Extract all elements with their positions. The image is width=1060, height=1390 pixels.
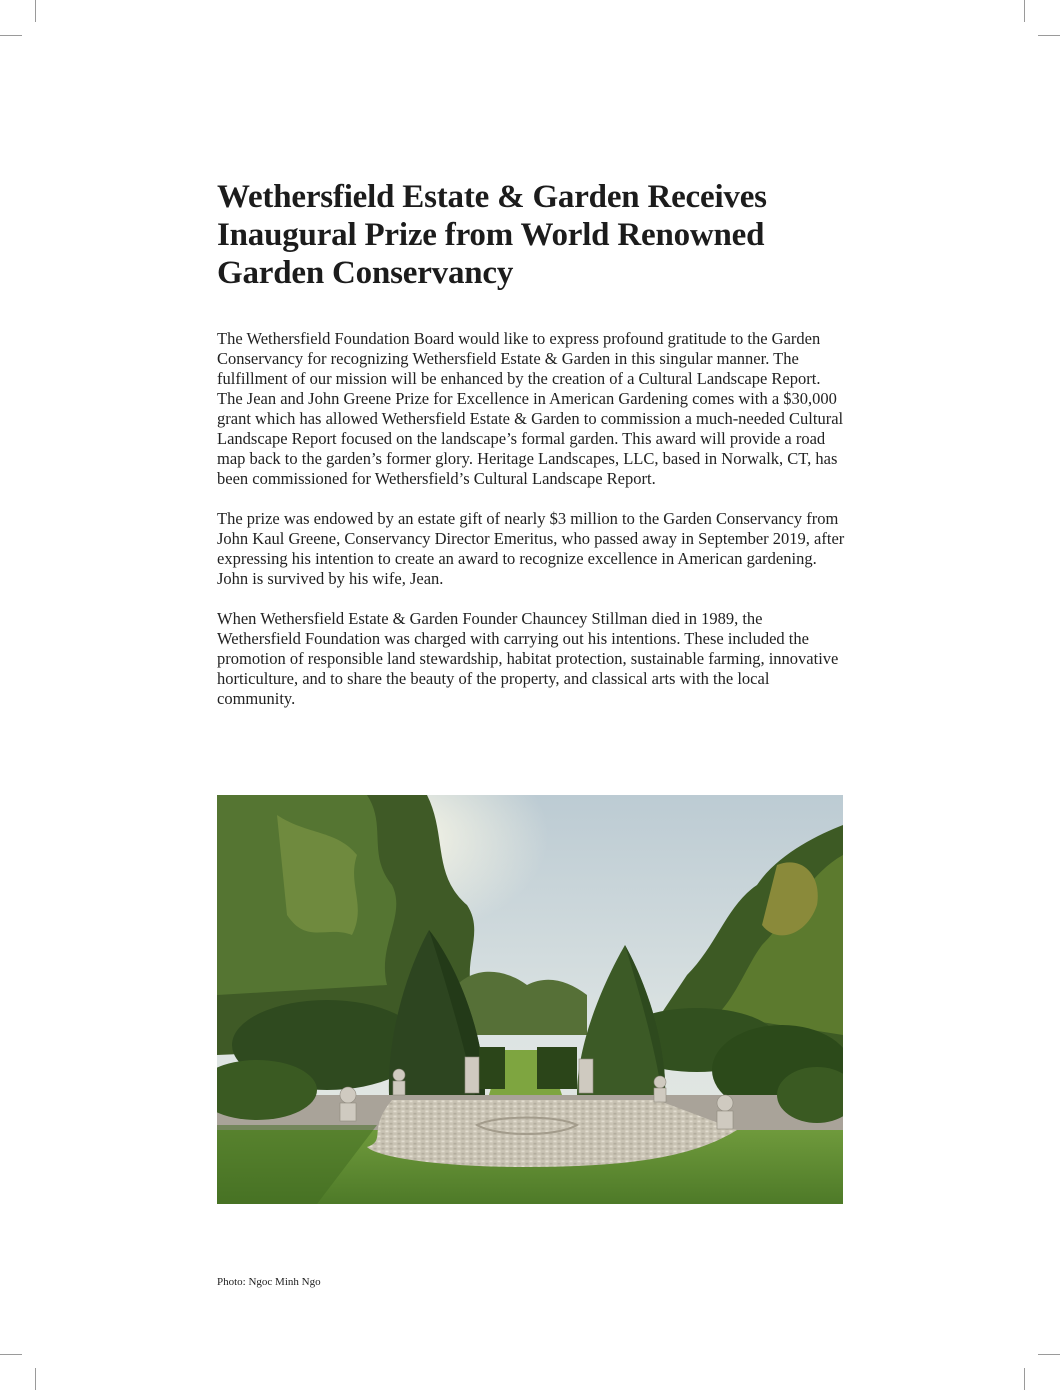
crop-mark [1038, 1354, 1060, 1355]
article-title: Wethersfield Estate & Garden Receives Inaugural Prize from World Renowned Garden Conservancy [217, 179, 767, 291]
crop-mark [35, 0, 36, 22]
crop-mark [1038, 35, 1060, 36]
paragraph: The Wethersfield Foundation Board would like to express profound gratitude to the Garden Conservancy for recognizing Wethersfield Estate & Garden in this singular manner. The fulfillment of our mission will be enhanced by the creation of a Cultural Landscape Report. The Jean and John Greene Prize for Excellence in American Gardening comes with a $30,000 grant which has allowed Wethersfield Estate & Garden to commission a much-needed Cultural Landscape Report focused on the landscape’s formal garden. This award will provide a road map back to the garden’s former glory. Heritage Landscapes, LLC, based in Norwalk, CT, has been commissioned for Wethersfield’s Cultural Landscape Report. [217, 329, 844, 488]
crop-mark [1024, 1368, 1025, 1390]
garden-photo [217, 795, 843, 1204]
crop-mark [35, 1368, 36, 1390]
paragraph: When Wethersfield Estate & Garden Founder Chauncey Stillman died in 1989, the Wethersfield Foundation was charged with carrying out his intentions. These included the promotion of responsible land stewardship, habitat protection, sustainable farming, innovative horticulture, and to share the beauty of the property, and classical arts with the local community. [217, 609, 839, 708]
crop-mark [1024, 0, 1025, 22]
article-body [217, 329, 845, 729]
crop-mark [0, 1354, 22, 1355]
crop-mark [0, 35, 22, 36]
photo-caption: Photo: Ngoc Minh Ngo [217, 1276, 321, 1288]
paragraph: The prize was endowed by an estate gift of nearly $3 million to the Garden Conservancy from John Kaul Greene, Conservancy Director Emeritus, who passed away in September 2019, after expressing his intention to create an award to recognize excellence in American gardening. John is survived by his wife, Jean. [217, 509, 845, 588]
